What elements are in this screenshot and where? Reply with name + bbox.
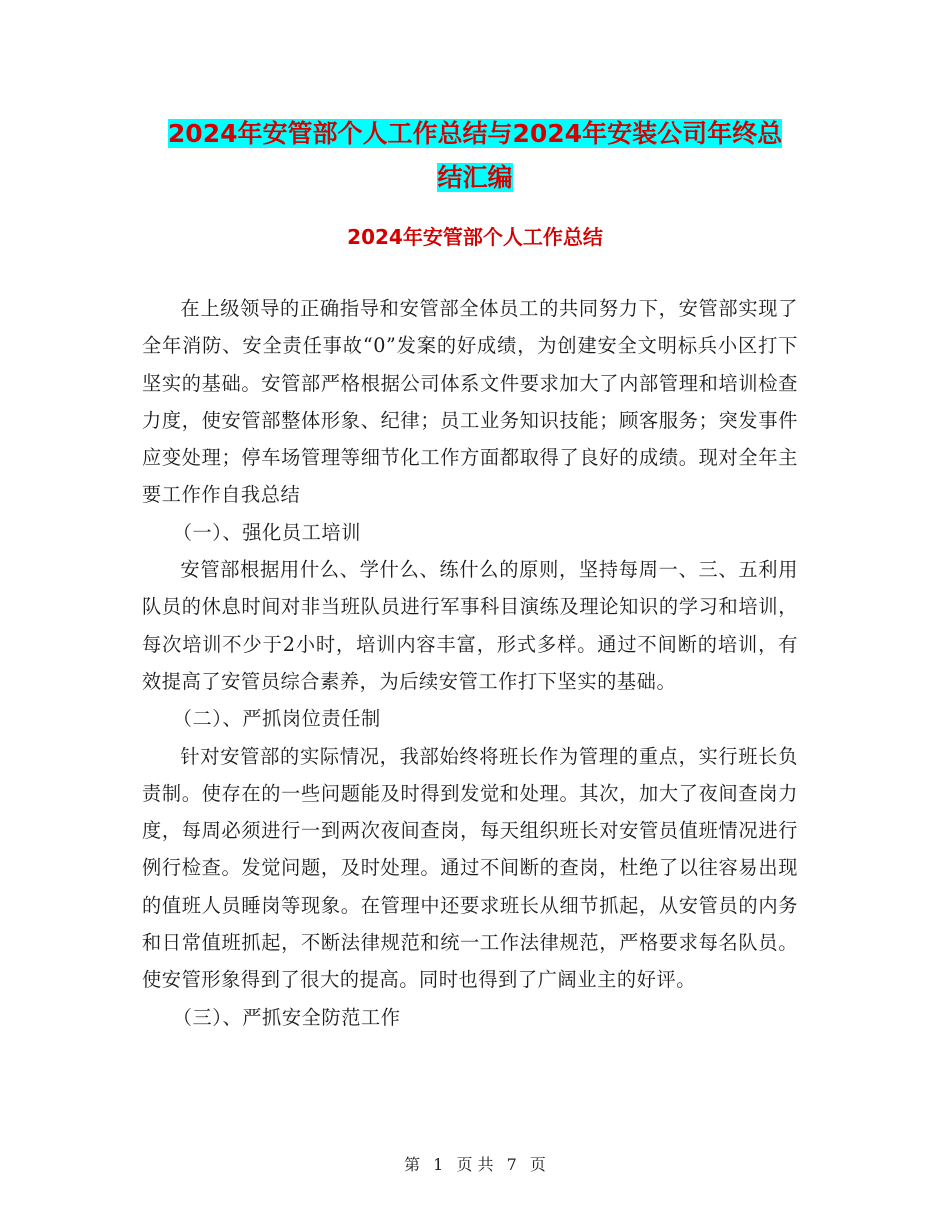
page-footer [0, 1152, 950, 1175]
heading-training: （一）、强化员工培训 [172, 520, 361, 544]
paragraph-training: 安管部根据用什么、学什么、练什么的原则，坚持每周一、三、五利用队员的休息时间对非当班队员进行军事科目演练及理论知识的学习和培训，每次培训不少于2小时，培训内容丰富，形式多样。通过不间断的培训，有效提高了安管员综合素养，为后续安管工作打下坚实的基础。 [142, 558, 798, 693]
heading-safety: （三）、严抓安全防范工作 [172, 1005, 401, 1029]
main-title-line-2: 结汇编 [437, 163, 513, 192]
heading-responsibility: （二）、严抓岗位责任制 [172, 707, 381, 731]
main-title-line-1: 2024年安管部个人工作总结与2024年安装公司年终总 [167, 119, 783, 148]
footer-total-pages: 7 [506, 1155, 517, 1174]
footer-prefix: 第 [404, 1155, 421, 1174]
footer-suffix: 页 [529, 1155, 546, 1174]
paragraph-responsibility: 针对安管部的实际情况，我部始终将班长作为管理的重点，实行班长负责制。使存在的一些问题能及时得到发觉和处理。其次，加大了夜间查岗力度，每周必须进行一到两次夜间查岗，每天组织班长对安管员值班情况进行例行检查。发觉问题，及时处理。通过不间断的查岗，杜绝了以往容易出现的值班人员睡岗等现象。在管理中还要求班长从细节抓起，从安管员的内务和日常值班抓起，不断法律规范和统一工作法律规范，严格要求每名队员。使安管形象得到了很大的提高。同时也得到了广阔业主的好评。 [142, 744, 798, 992]
footer-page-number: 1 [433, 1155, 444, 1174]
document-body [142, 290, 798, 1036]
section-title: 2024年安管部个人工作总结 [347, 225, 603, 249]
paragraph-intro: 在上级领导的正确指导和安管部全体员工的共同努力下，安管部实现了全年消防、安全责任事故“0”发案的好成绩，为创建安全文明标兵小区打下坚实的基础。安管部严格根据公司体系文件要求加大了内部管理和培训检查力度，使安管部整体形象、纪律；员工业务知识技能；顾客服务；突发事件应变处理；停车场管理等细节化工作方面都取得了良好的成绩。现对全年主要工作作自我总结 [142, 297, 798, 507]
footer-middle: 页 共 [456, 1155, 494, 1174]
main-title [140, 112, 810, 200]
